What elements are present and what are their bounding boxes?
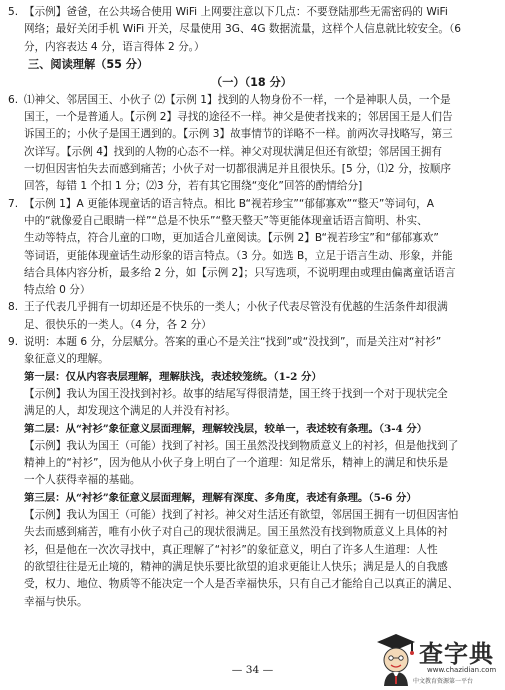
example-level-2 bbox=[8, 438, 495, 490]
item-6-line-5: 一切但因害怕失去而感到痛苦；小伙子对一切都很满足并且很快乐。[5 分，⑴2 分，按顺序 bbox=[24, 163, 451, 176]
item-number: 6. bbox=[8, 93, 19, 106]
logo-text: 查字典 bbox=[419, 640, 494, 668]
item-8-line-2: 足、很快乐的一类人。（4 分，各 2 分） bbox=[24, 318, 212, 331]
item-5-line-2: 网络；最好关闭手机 WiFi 开关，尽量使用 3G、4G 数据流量，这样个人信息就比较安全。（6 bbox=[24, 23, 462, 36]
example-3-line-6: 幸福与快乐。 bbox=[24, 595, 88, 608]
item-9-line-2: 象征意义的理解。 bbox=[24, 353, 109, 366]
item-number: 5. bbox=[8, 6, 19, 18]
example-1-line-2: 满足的人，却发现这个满足的人并没有衬衫。 bbox=[24, 405, 236, 418]
answer-item-9 bbox=[8, 334, 495, 369]
item-7-line-4: 等词语，更能体现童话生动形象的语言特点。（3 分。如选 B，立足于语言生动、形象，并能 bbox=[24, 249, 453, 262]
item-6-line-6: 回答，每错 1 个扣 1 分；⑵3 分，若有其它围绕“变化”回答的酌情给分] bbox=[24, 180, 363, 193]
scoring-level-1: 第一层：仅从内容表层理解，理解肤浅，表述较笼统。（1-2 分） bbox=[24, 370, 322, 383]
example-2-line-3: 一个人获得幸福的基础。 bbox=[24, 474, 141, 487]
item-7-line-6: 特点给 0 分） bbox=[24, 284, 91, 297]
logo-url: www.chazidian.com bbox=[427, 666, 497, 674]
item-6-line-3: 诉国王的；小伙子是国王遇到的。【示例 3】故事情节的详略不一样。前两次寻找略写，第三 bbox=[24, 128, 453, 141]
example-3-line-2: 失去而感到痛苦，唯有小伙子对自己的现状很满足。国王虽然没有找到物质意义上具体的衬 bbox=[24, 526, 448, 539]
page-number: — 34 — bbox=[231, 664, 274, 676]
example-3-line-5: 受，权力、地位、物质等不能决定一个人是否幸福快乐，只有自己才能给自己以真正的满足、 bbox=[24, 578, 459, 591]
item-7-line-5: 结合具体内容分析，最多给 2 分，如【示例 2】；只写选项，不说明理由或理由偏离童话语言 bbox=[24, 266, 456, 279]
item-6-line-1: ⑴神父、邻居国王、小伙子 ⑵【示例 1】找到的人物身份不一样，一个是神职人员，一个是 bbox=[24, 93, 451, 106]
answer-item-6 bbox=[8, 92, 495, 196]
answer-item-7 bbox=[8, 196, 495, 300]
item-number: 8. bbox=[8, 301, 19, 314]
item-7-line-2: 中的“就像爱自己眼睛一样”“总是不快乐”“整天整天”等更能体现童话语言简明、朴实、 bbox=[24, 214, 428, 227]
item-9-line-1: 说明：本题 6 分，分层赋分。答案的重心不是关注“找到”或“没找到”，而是关注对“衬衫” bbox=[24, 336, 442, 349]
example-2-line-1: 【示例】我认为国王（可能）找到了衬衫。国王虽然没找到物质意义上的衬衫，但是他找到了 bbox=[24, 439, 459, 452]
item-8-line-1: 王子代表几乎拥有一切却还是不快乐的一类人；小伙子代表尽管没有优越的生活条件却很满 bbox=[24, 301, 448, 314]
logo-tagline: 中文教育资源第一平台 bbox=[413, 678, 474, 685]
scholar-mascot-icon bbox=[375, 630, 417, 688]
example-3-line-4: 的欲望往往是无止境的，精神的满足快乐要比欲望的追求更能让人快乐；满足是人的自我感 bbox=[24, 560, 448, 573]
section-heading-reading: 三、阅读理解（55 分） bbox=[28, 57, 149, 71]
site-logo-watermark bbox=[373, 628, 499, 690]
item-5-line-1: 【示例】爸爸，在公共场合使用 WiFi 上网要注意以下几点：不要登陆那些无需密码的 WiFi bbox=[24, 6, 448, 18]
item-7-line-1: 【示例 1】A 更能体现童话的语言特点。相比 B“视若珍宝”“郁郁寡欢”“整天”等词句，A bbox=[24, 197, 434, 210]
example-2-line-2: 精神上的“衬衫”，因为他从小伙子身上明白了一个道理：知足常乐，精神上的满足和快乐是 bbox=[24, 457, 449, 470]
item-6-line-4: 次详写。【示例 4】找到的人物的心态不一样。神父对现状满足但还有欲望；邻居国王拥有 bbox=[24, 145, 442, 158]
item-number: 9. bbox=[8, 336, 19, 349]
scoring-level-2: 第二层：从“衬衫”象征意义层面理解，理解较浅层，较单一，表述较有条理。（3-4 分） bbox=[24, 422, 428, 435]
item-7-line-3: 生动等特点，符合儿童的口吻，更加适合儿童阅读。【示例 2】B“视若珍宝”和“郁郁寡欢” bbox=[24, 232, 439, 245]
answer-item-5 bbox=[8, 4, 495, 56]
item-6-line-2: 国王，一个是普通人。【示例 2】寻找的途径不一样。神父是使者找来的；邻居国王是人们告 bbox=[24, 111, 453, 124]
example-level-1 bbox=[8, 386, 495, 421]
example-1-line-1: 【示例】我认为国王没找到衬衫。故事的结尾写得很清楚，国王终于找到一个对于现状完全 bbox=[24, 387, 448, 400]
example-level-3 bbox=[8, 507, 495, 611]
example-3-line-1: 【示例】我认为国王（可能）找到了衬衫。神父对生活还有欲望，邻居国王拥有一切但因害怕 bbox=[24, 509, 459, 522]
scoring-level-3: 第三层：从“衬衫”象征意义层面理解，理解有深度、多角度，表述有条理。（5-6 分） bbox=[24, 491, 417, 504]
answer-item-8 bbox=[8, 299, 495, 334]
example-3-line-3: 衫，但是他在一次次寻找中，真正理解了“衬衫”的象征意义，明白了许多人生道理：人性 bbox=[24, 543, 438, 556]
subsection-heading: （一）（18 分） bbox=[211, 75, 292, 89]
item-5-line-3: 分，内容表达 4 分，语言得体 2 分。） bbox=[24, 40, 205, 53]
item-number: 7. bbox=[8, 197, 19, 210]
